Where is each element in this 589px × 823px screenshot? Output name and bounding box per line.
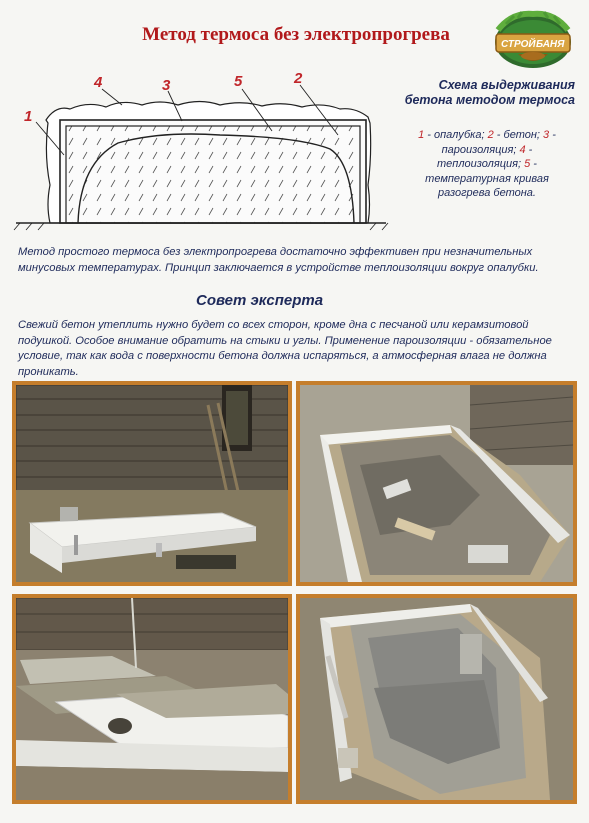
legend-text-3: - пароизоляция; bbox=[441, 129, 556, 156]
scheme-title-line2: бетона методом термоса bbox=[404, 93, 575, 107]
logo-text-1: СТРОЙ bbox=[501, 39, 536, 50]
photo-formwork-slab bbox=[296, 594, 577, 804]
legend-num-3: 3 bbox=[543, 129, 550, 141]
photo-log-house-foundation bbox=[12, 381, 292, 586]
legend-num-2: 2 bbox=[487, 129, 494, 141]
legend-text-4: - теплоизоляция; bbox=[437, 143, 533, 170]
scheme-title-line1: Схема выдерживания bbox=[438, 78, 575, 92]
logo bbox=[492, 10, 574, 72]
scheme-title bbox=[380, 78, 575, 108]
page-title: Метод термоса без электропрогрева bbox=[142, 24, 450, 45]
legend-num-1: 1 bbox=[418, 129, 425, 141]
thermos-scheme-diagram bbox=[10, 65, 390, 235]
legend-text-2: - бетон; bbox=[493, 129, 544, 141]
logo-text-2: БАНЯ bbox=[536, 39, 565, 50]
expert-advice-heading: Совет эксперта bbox=[196, 292, 324, 309]
scheme-legend bbox=[402, 128, 572, 201]
scheme-label-1: 1 bbox=[24, 108, 33, 125]
legend-num-5: 5 bbox=[524, 158, 531, 170]
photo-insulated-formwork bbox=[296, 381, 577, 586]
legend-text-5: - температурная кривая разогрева бетона. bbox=[425, 158, 549, 199]
scheme-label-3: 3 bbox=[162, 77, 171, 94]
legend-num-4: 4 bbox=[519, 143, 526, 156]
legend-text-1: - опалубка; bbox=[424, 129, 488, 141]
intro-paragraph: Метод простого термоса без электропрогрева достаточно эффективен при незначительных минусовых температурах. Принцип заключается в устройстве теплоизоляции вокруг опалубки. bbox=[18, 246, 539, 274]
photo-insulation-plates bbox=[12, 594, 292, 804]
scheme-label-2: 2 bbox=[294, 70, 303, 87]
scheme-label-5: 5 bbox=[234, 73, 243, 90]
expert-advice-paragraph: Свежий бетон утеплить нужно будет со всех сторон, кроме дна с песчаной или керамзитовой подушкой. Особое внимание обратить на стыки и углы. Применение пароизоляции - обязательное условие, так как вода с поверхности бетона должна испаряться, а атмосферная влага не должна проникать. bbox=[18, 319, 552, 378]
scheme-label-4: 4 bbox=[94, 74, 103, 91]
